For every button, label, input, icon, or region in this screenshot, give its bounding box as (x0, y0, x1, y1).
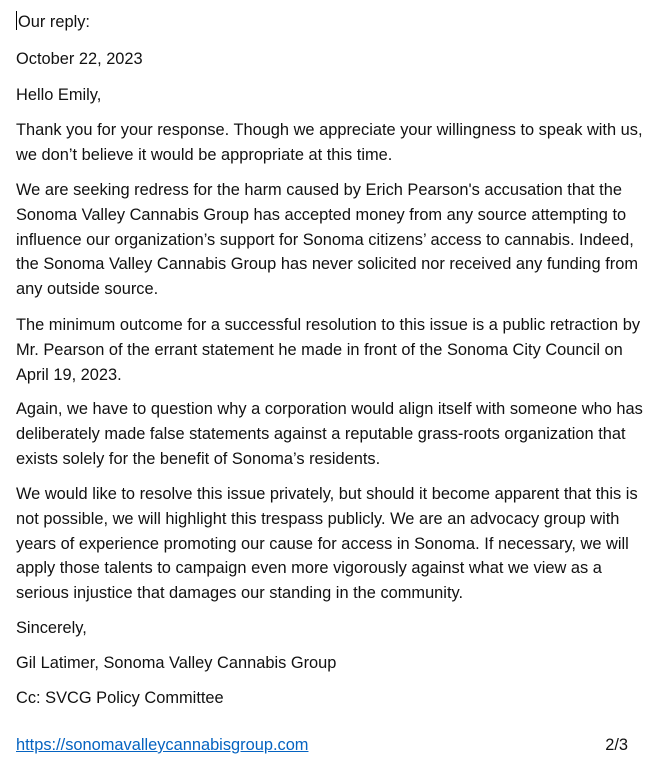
paragraph-2: We are seeking redress for the harm caused by Erich Pearson's accusation that the Sonoma Valley Cannabis Group has accepted money from any source attempting to influence our organization’s support for Sonoma citizens’ access to cannabis. Indeed, the Sonoma Valley Cannabis Group has never solicited nor received any funding from any outside source. (16, 181, 638, 299)
paragraph-4: Again, we have to question why a corporation would align itself with someone who has deliberately made false statements against a reputable grass-roots organization that exists solely for the benefit of Sonoma’s residents. (16, 400, 643, 468)
letter-greeting: Hello Emily, (16, 86, 102, 104)
letter-signature: Gil Latimer, Sonoma Valley Cannabis Group (16, 654, 337, 672)
heading-line (16, 10, 90, 35)
page-number: 2/3 (605, 736, 628, 754)
text-cursor (16, 11, 17, 30)
letter-cc: Cc: SVCG Policy Committee (16, 689, 224, 707)
letter-date: October 22, 2023 (16, 50, 143, 68)
page-footer (16, 735, 628, 755)
paragraph-1: Thank you for your response. Though we appreciate your willingness to speak with us, we don’t believe it would be appropriate at this time. (16, 121, 643, 164)
website-link[interactable]: https://sonomavalleycannabisgroup.com (16, 736, 309, 754)
paragraph-5: We would like to resolve this issue privately, but should it become apparent that this is not possible, we will highlight this trespass publicly. We are an advocacy group with years of experience promoting our cause for access in Sonoma. If necessary, we will apply those talents to campaign even more vigorously against what we view as a serious injustice that damages our standing in the community. (16, 485, 638, 603)
letter-heading: Our reply: (18, 13, 90, 31)
letter-closing: Sincerely, (16, 619, 87, 637)
paragraph-3: The minimum outcome for a successful resolution to this issue is a public retraction by Mr. Pearson of the errant statement he made in front of the Sonoma City Council on April 19, 2023. (16, 316, 641, 384)
